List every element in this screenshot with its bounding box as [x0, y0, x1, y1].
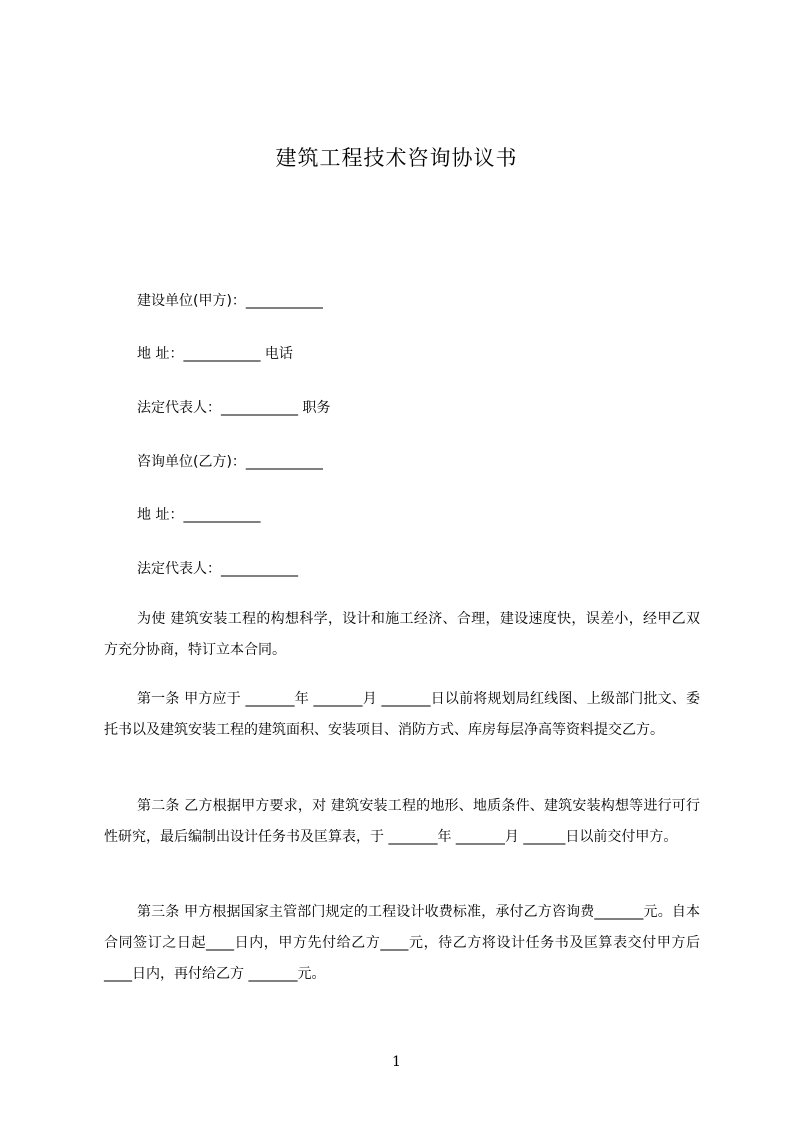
party-b-address-field: 地 址：___________ [137, 507, 261, 523]
document-title: 建筑工程技术咨询协议书 [275, 146, 518, 170]
article-2-paragraph: 第二条 乙方根据甲方要求，对 建筑安装工程的地形、地质条件、建筑安装构想等进行可行性研究，最后编制出设计任务书及匡算表，于 _______年 _______月 ______日以前交付甲方。 [104, 798, 700, 845]
party-a-representative-field: 法定代表人：___________ 职务 [137, 400, 331, 416]
article-1-paragraph: 第一条 甲方应于 _______年 _______月 _______日以前将规划局红线图、上级部门批文、委托书以及建筑安装工程的建筑面积、安装项目、消防方式、库房每层净高等资料提交乙方。 [104, 691, 700, 738]
party-a-address-field: 地 址：___________ 电话 [137, 346, 293, 362]
party-a-unit-field: 建设单位(甲方)：___________ [137, 293, 323, 309]
party-b-unit-field: 咨询单位(乙方)：___________ [137, 454, 323, 470]
party-b-representative-field: 法定代表人：___________ [137, 561, 298, 577]
article-3-paragraph: 第三条 甲方根据国家主管部门规定的工程设计收费标准，承付乙方咨询费_______元。自本合同签订之日起____日内，甲方先付给乙方____元，待乙方将设计任务书及匡算表交付甲方后____日内，再付给乙方 _______元。 [104, 904, 700, 982]
preamble-paragraph: 为使 建筑安装工程的构想科学，设计和施工经济、合理，建设速度快，误差小，经甲乙双方充分协商，特订立本合同。 [104, 611, 700, 658]
page-number: 1 [392, 1054, 401, 1070]
